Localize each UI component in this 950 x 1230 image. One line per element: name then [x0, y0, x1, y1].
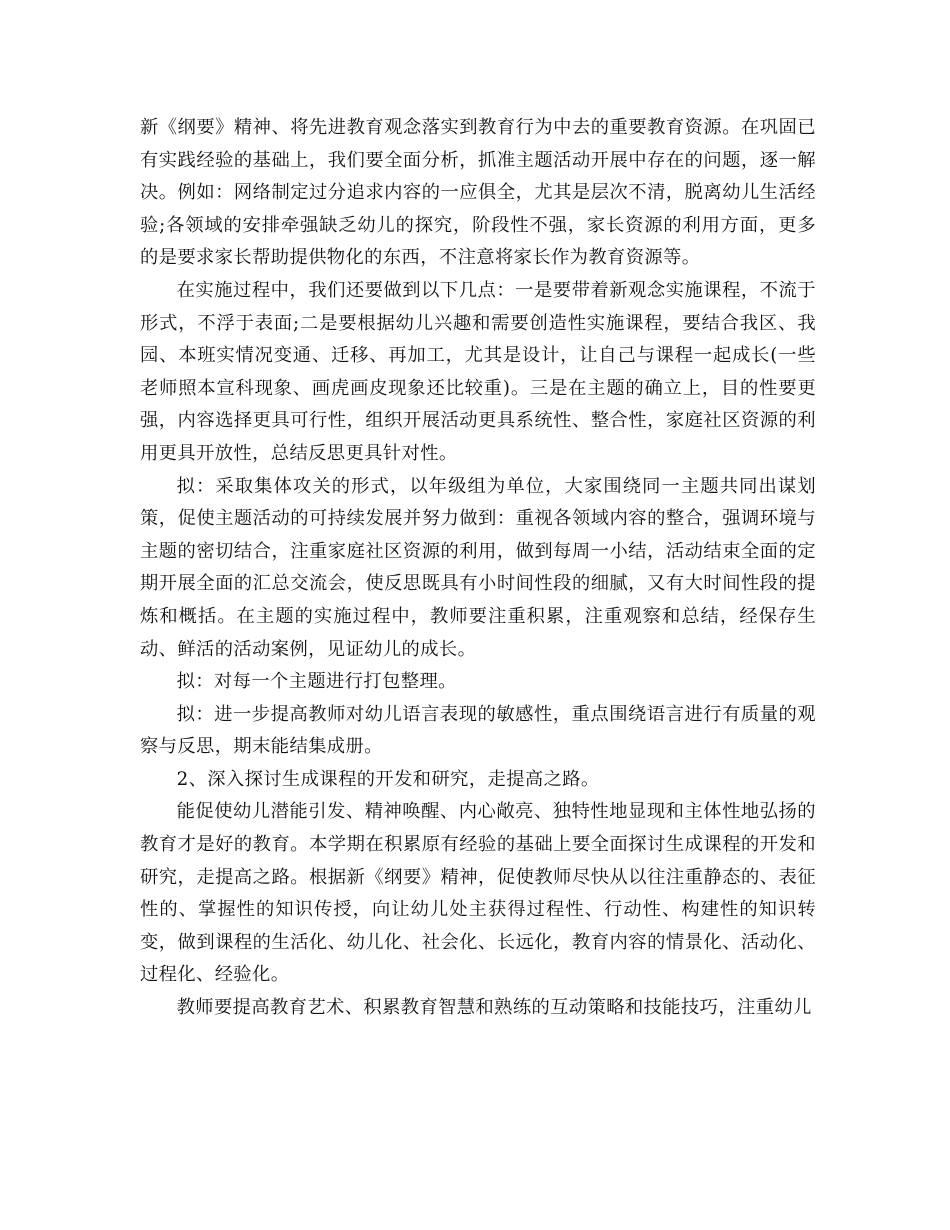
paragraph-good-education: 能促使幼儿潜能引发、精神唤醒、内心敞亮、独特性地显现和主体性地弘扬的教育才是好的教育。本学期在积累原有经验的基础上要全面探讨生成课程的开发和研究，走提高之路。根据新《纲要》精神，促使教师尽快从以往注重静态的、表征性的、掌握性的知识传授，向让幼儿处主获得过程性、行动性、构建性的知识转变，做到课程的生活化、幼儿化、社会化、长远化，教育内容的情景化、活动化、过程化、经验化。: [140, 801, 816, 986]
paragraph-plan-collective: 拟：采取集体攻关的形式，以年级组为单位，大家围绕同一主题共同出谋划策，促使主题活动的可持续发展并努力做到：重视各领域内容的整合，强调环境与主题的密切结合，注重家庭社区资源的利用，做到每周一小结，活动结束全面的定期开展全面的汇总交流会，使反思既具有小时间性段的细腻，又有大时间性段的提炼和概括。在主题的实施过程中，教师要注重积累，注重观察和总结，经保存生动、鲜活的活动案例，见证幼儿的成长。: [140, 475, 816, 660]
paragraph-plan-packaging: 拟：对每一个主题进行打包整理。: [176, 671, 457, 693]
paragraph-implementation: 在实施过程中，我们还要做到以下几点：一是要带着新观念实施课程，不流于形式，不浮于表面;二是要根据幼儿兴趣和需要创造性实施课程，要结合我区、我园、本班实情况变通、迁移、再加工，尤其是设计，让自己与课程一起成长(一些老师照本宣科现象、画虎画皮现象还比较重)。三是在主题的确立上，目的性要更强，内容选择更具可行性，组织开展活动更具系统性、整合性，家庭社区资源的利用更具开放性，总结反思更具针对性。: [140, 279, 816, 464]
section-heading-2: 2、深入探讨生成课程的开发和研究，走提高之路。: [176, 768, 600, 790]
paragraph-continuation: 新《纲要》精神、将先进教育观念落实到教育行为中去的重要教育资源。在巩固已有实践经验的基础上，我们要全面分析，抓准主题活动开展中存在的问题，逐一解决。例如：网络制定过分追求内容的一应俱全，尤其是层次不清，脱离幼儿生活经验;各领域的安排牵强缺乏幼儿的探究，阶段性不强，家长资源的利用方面，更多的是要求家长帮助提供物化的东西，不注意将家长作为教育资源等。: [140, 117, 816, 269]
document-body: [140, 112, 816, 1025]
paragraph-teacher-art: 教师要提高教育艺术、积累教育智慧和熟练的互动策略和技能技巧，注重幼儿: [176, 997, 812, 1019]
paragraph-plan-language: 拟：进一步提高教师对幼儿语言表现的敏感性，重点围绕语言进行有质量的观察与反思，期末能结集成册。: [140, 703, 816, 758]
